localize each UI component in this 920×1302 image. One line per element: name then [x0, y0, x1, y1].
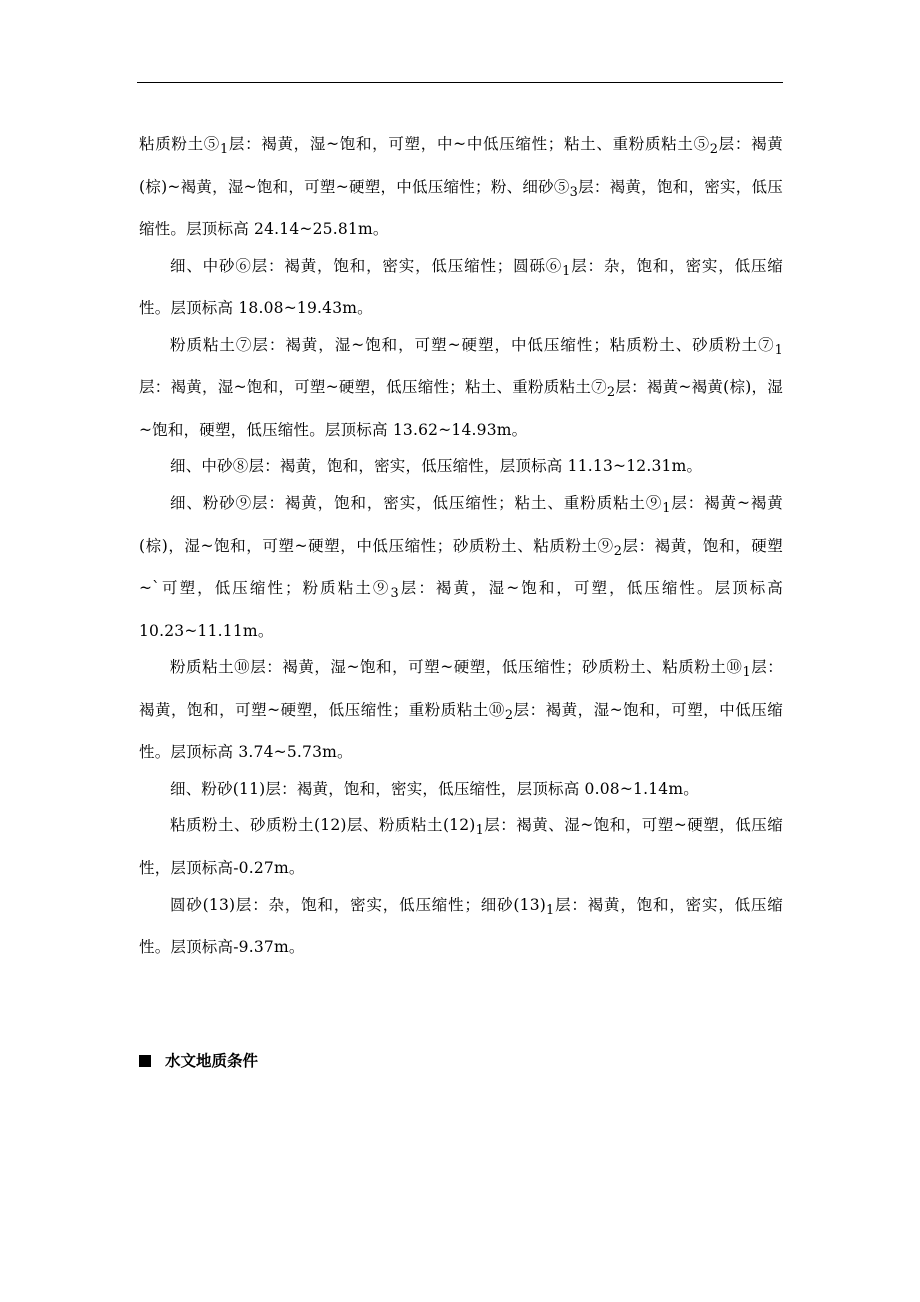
- subscript: 1: [546, 902, 555, 918]
- paragraph: [139, 248, 783, 327]
- header-rule: [137, 82, 783, 83]
- subscript: 2: [613, 543, 623, 559]
- paragraph-text: 粉质粘土⑩层：褐黄，湿~饱和，可塑~硬塑，低压缩性；砂质粉土、粘质粉土⑩: [170, 658, 743, 677]
- subscript: 1: [742, 665, 751, 681]
- subscript: 1: [774, 342, 783, 358]
- paragraph-text: 层：褐黄~褐黄(棕)，湿~饱和，硬塑，低压缩性。层顶标高 13.62~14.93m。: [139, 378, 783, 439]
- paragraph-text: 细、中砂⑥层：褐黄，饱和，密实，低压缩性；圆砾⑥: [170, 256, 563, 275]
- section-heading-text: 水文地质条件: [165, 1052, 259, 1070]
- paragraph: [139, 485, 783, 649]
- paragraph-text: 层：褐黄，饱和，硬塑~`可塑，低压缩性；粉质粘土⑨: [139, 536, 783, 598]
- paragraph: [139, 649, 783, 771]
- paragraph-text: 层：褐黄~褐黄(棕)，湿~饱和，可塑~硬塑，中低压缩性；砂质粉土、粘质粉土⑨: [139, 493, 783, 555]
- subscript: 1: [562, 263, 571, 279]
- paragraph-text: 层：褐黄，饱和，可塑~硬塑，低压缩性；重粉质粘土⑩: [139, 658, 783, 719]
- subscript: 1: [219, 142, 229, 158]
- paragraph-text: 层：杂，饱和，密实，低压缩性。层顶标高 18.08~19.43m。: [139, 256, 783, 318]
- paragraph-text: 细、粉砂(11)层：褐黄，饱和，密实，低压缩性，层顶标高 0.08~1.14m。: [170, 779, 699, 798]
- document-body: [139, 126, 783, 966]
- paragraph-text: 层：褐黄，湿~饱和，可塑，中~中低压缩性；粘土、重粉质粘土⑤: [228, 135, 710, 153]
- paragraph-text: 粉质粘土⑦层：褐黄，湿~饱和，可塑~硬塑，中低压缩性；粘质粉土、砂质粉土⑦: [170, 335, 775, 354]
- subscript: 2: [504, 707, 514, 723]
- subscript: 3: [390, 586, 399, 602]
- paragraph-text: 层：褐黄，湿~饱和，可塑~硬塑，低压缩性；粘土、重粉质粘土⑦: [139, 378, 607, 397]
- paragraph: [139, 327, 783, 449]
- paragraph: [139, 448, 783, 485]
- paragraph-text: 细、中砂⑧层：褐黄，饱和，密实，低压缩性，层顶标高 11.13~12.31m。: [170, 457, 703, 476]
- section-heading: [139, 1046, 258, 1076]
- paragraph-text: 细、粉砂⑨层：褐黄，饱和，密实，低压缩性；粘土、重粉质粘土⑨: [170, 493, 663, 512]
- paragraph: [139, 887, 783, 966]
- paragraph: [139, 771, 783, 808]
- paragraph-text: 粘质粉土⑤: [139, 135, 220, 153]
- paragraph-text: 粘质粉土、砂质粉土(12)层、粉质粘土(12): [170, 816, 476, 835]
- subscript: 2: [709, 142, 719, 158]
- paragraph-text: 层：褐黄、湿~饱和，可塑~硬塑，低压缩性，层顶标高-0.27m。: [139, 816, 783, 878]
- paragraph: [139, 807, 783, 886]
- paragraph-text: 层：褐黄(棕)~褐黄，湿~饱和，可塑~硬塑，中低压缩性；粉、细砂⑤: [139, 135, 783, 196]
- paragraph-text: 层：褐黄，饱和，密实，低压缩性。层顶标高-9.37m。: [139, 895, 783, 957]
- subscript: 3: [569, 184, 579, 200]
- paragraph: [139, 126, 783, 248]
- subscript: 2: [606, 385, 616, 401]
- paragraph-text: 圆砂(13)层：杂，饱和，密实，低压缩性；细砂(13): [170, 895, 547, 914]
- paragraph-text: 层：褐黄，饱和，密实，低压缩性。层顶标高 24.14~25.81m。: [139, 177, 783, 239]
- filled-square-icon: [139, 1055, 151, 1067]
- subscript: 1: [475, 823, 484, 839]
- paragraph-text: 层：褐黄，湿~饱和，可塑，中低压缩性。层顶标高 3.74~5.73m。: [139, 700, 784, 762]
- paragraph-text: 层：褐黄，湿~饱和，可塑，低压缩性。层顶标高 10.23~11.11m。: [139, 579, 783, 640]
- subscript: 1: [662, 501, 671, 517]
